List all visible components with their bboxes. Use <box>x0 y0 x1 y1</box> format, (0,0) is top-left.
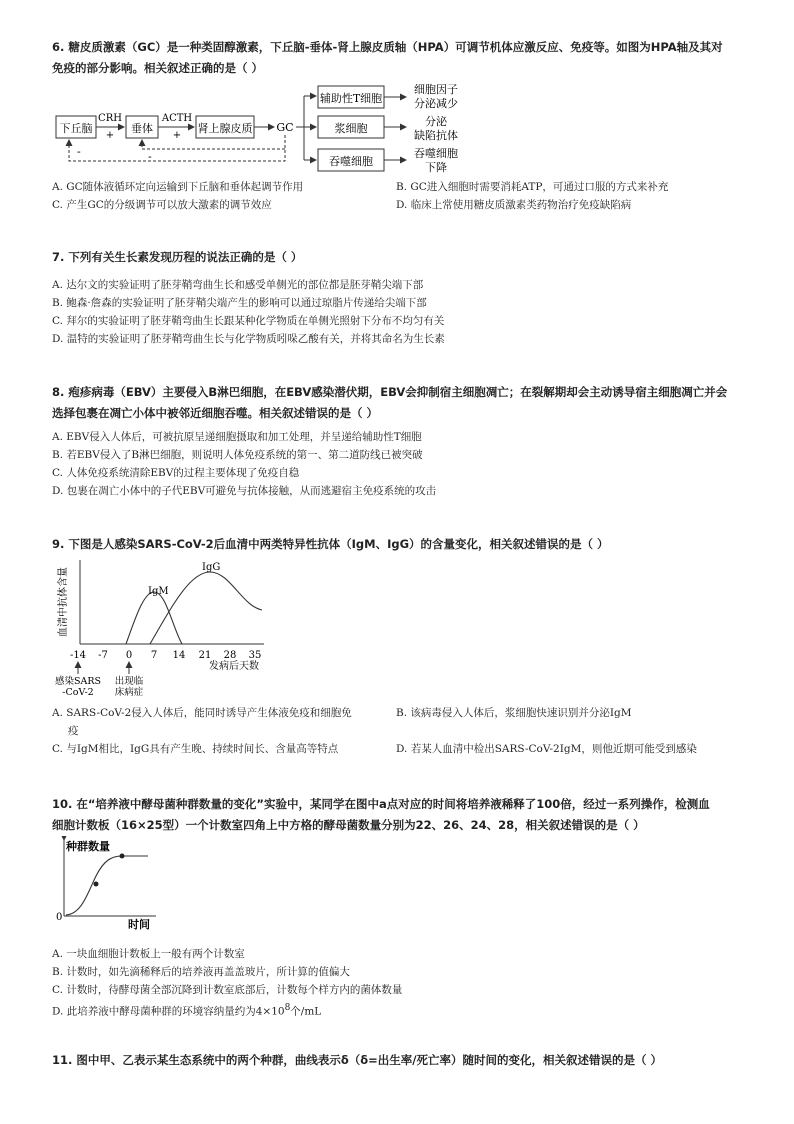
q7-stem: 7. 下列有关生长素发现历程的说法正确的是（ ） <box>52 250 303 264</box>
label-phagocyte: 吞噬细胞 <box>329 155 373 168</box>
q8-stem-line1: 8. 疱疹病毒（EBV）主要侵入B淋巴细胞，在EBV感染潜伏期，EBV会抑制宿主细胞凋亡；在裂解期却会主动诱导宿主细胞凋亡并会 <box>52 385 728 399</box>
point-a <box>94 882 99 887</box>
q10-stem-line1: 10. 在“培养液中酵母菌种群数量的变化”实验中，某同学在图中a点对应的时间将培养液稀释了100倍，经过一系列操作，检测血 <box>52 797 710 811</box>
plus-acth: + <box>172 130 182 141</box>
out3-line1: 吞噬细胞 <box>414 147 458 160</box>
xtick: -7 <box>98 650 108 661</box>
q10-option-c: C. 计数时，待酵母菌全部沉降到计数室底部后，计数每个样方内的菌体数量 <box>52 984 403 996</box>
xtick: 35 <box>248 650 262 661</box>
q10-stem <box>52 794 752 836</box>
label-igm: IgM <box>148 586 169 597</box>
hpa-axis-diagram <box>52 82 492 178</box>
out1-line1: 细胞因子 <box>414 83 458 96</box>
xtick: 14 <box>172 650 186 661</box>
q8-option-b: B. 若EBV侵入了B淋巴细胞，则说明人体免疫系统的第一、第二道防线已被突破 <box>52 449 423 461</box>
point-k <box>120 854 125 859</box>
annotation-infection-l2: -CoV-2 <box>62 687 94 698</box>
label-pituitary: 垂体 <box>131 122 153 135</box>
label-helper-t-cell: 辅助性T细胞 <box>319 92 383 105</box>
q8-option-a: A. EBV侵入人体后，可被抗原呈递细胞摄取和加工处理，并呈递给辅助性T细胞 <box>52 431 422 443</box>
q9-option-b: B. 该病毒侵入人体后，浆细胞快速识别并分泌IgM <box>396 707 632 719</box>
annotation-symptom-l2: 床病症 <box>114 687 144 698</box>
q9-option-c: C. 与IgM相比，IgG具有产生晚、持续时间长、含量高等特点 <box>52 743 339 755</box>
out2-line1: 分泌 <box>425 115 447 128</box>
out1-line2: 分泌减少 <box>414 97 458 110</box>
q9-option-a: A. SARS-CoV-2侵入人体后，能同时诱导产生体液免疫和细胞免 <box>52 707 352 719</box>
plus-crh: + <box>105 130 115 141</box>
q9-stem: 9. 下图是人感染SARS-CoV-2后血清中两类特异性抗体（IgM、IgG）的含量变化，相关叙述错误的是（ ） <box>52 537 609 551</box>
q10-option-d-text: D. 此培养液中酵母菌种群的环境容纳量约为4×10 <box>52 1005 285 1018</box>
q8-stem <box>52 382 752 424</box>
xtick: 21 <box>198 650 212 661</box>
minus-hypothalamus: - <box>77 145 81 158</box>
label-adrenal: 肾上腺皮质 <box>197 122 253 135</box>
q6-stem <box>52 37 752 79</box>
q6-stem-line1: 6. 糖皮质激素（GC）是一种类固醇激素，下丘脑-垂体-肾上腺皮质轴（HPA）可调节机体应激反应、免疫等。如图为HPA轴及其对 <box>52 40 723 54</box>
out2-line2: 缺陷抗体 <box>414 129 458 142</box>
xlabel-time: 时间 <box>128 918 150 931</box>
label-hypothalamus: 下丘脑 <box>59 122 93 135</box>
origin-label: 0 <box>56 912 63 923</box>
yeast-growth-chart <box>52 836 162 934</box>
xtick: 7 <box>150 650 158 661</box>
q10-option-b: B. 计数时，如先滴稀释后的培养液再盖盖玻片，所计算的值偏大 <box>52 966 350 978</box>
xlabel-days: 发病后天数 <box>209 661 259 672</box>
q10-option-d-unit: 个/mL <box>290 1005 322 1018</box>
label-acth: ACTH <box>161 113 193 124</box>
q11-stem: 11. 图中甲、乙表示某生态系统中的两个种群，曲线表示δ（δ=出生率/死亡率）随时间的变化，相关叙述错误的是（ ） <box>52 1053 663 1067</box>
q6-option-b: B. GC进入细胞时需要消耗ATP，可通过口服的方式来补充 <box>396 181 669 193</box>
q6-option-c: C. 产生GC的分级调节可以放大激素的调节效应 <box>52 199 272 211</box>
q9-option-a-cont: 疫 <box>68 725 79 737</box>
q6-option-d: D. 临床上常使用糖皮质激素类药物治疗免疫缺陷病 <box>396 199 632 211</box>
q7-option-a: A. 达尔文的实验证明了胚芽鞘弯曲生长和感受单侧光的部位都是胚芽鞘尖端下部 <box>52 279 424 291</box>
q8-option-c: C. 人体免疫系统清除EBV的过程主要体现了免疫自稳 <box>52 467 300 479</box>
growth-curve <box>66 856 148 915</box>
q8-stem-line2: 选择包裹在凋亡小体中被邻近细胞吞噬。相关叙述错误的是（ ） <box>52 406 379 420</box>
out3-line2: 下降 <box>425 161 447 174</box>
label-igg: IgG <box>202 562 221 573</box>
q10-option-a: A. 一块血细胞计数板上一般有两个计数室 <box>52 948 245 960</box>
ylabel-antibody: 血清中抗体含量 <box>58 567 69 637</box>
label-plasma-cell: 浆细胞 <box>334 122 368 135</box>
q7-option-c: C. 拜尔的实验证明了胚芽鞘弯曲生长跟某种化学物质在单侧光照射下分布不均匀有关 <box>52 315 445 327</box>
q8-option-d: D. 包裹在凋亡小体中的子代EBV可避免与抗体接触，从而逃避宿主免疫系统的攻击 <box>52 485 437 497</box>
q10-option-d <box>52 999 321 1021</box>
q10-option-d-exponent: 8 <box>284 1003 291 1013</box>
q6-stem-line2: 免疫的部分影响。相关叙述正确的是（ ） <box>52 61 264 75</box>
q6-option-a: A. GC随体液循环定向运输到下丘脑和垂体起调节作用 <box>52 181 304 193</box>
q9-option-d: D. 若某人血清中检出SARS-CoV-2IgM，则他近期可能受到感染 <box>396 743 697 755</box>
xtick: 0 <box>125 650 133 661</box>
q10-stem-line2: 细胞计数板（16×25型）一个计数室四角上中方格的酵母菌数量分别为22、26、24、28，相关叙述错误的是（ ） <box>52 818 645 832</box>
annotation-infection-l1: 感染SARS <box>54 676 102 687</box>
ylabel-population: 种群数量 <box>66 840 110 853</box>
antibody-chart <box>52 556 272 698</box>
q7-option-d: D. 温特的实验证明了胚芽鞘弯曲生长与化学物质吲哚乙酸有关，并将其命名为生长素 <box>52 333 445 345</box>
xtick: 28 <box>223 650 237 661</box>
xtick: -14 <box>69 650 87 661</box>
label-gc: GC <box>276 121 294 134</box>
annotation-symptom-l1: 出现临 <box>114 676 144 687</box>
minus-pituitary: - <box>148 150 152 163</box>
q7-option-b: B. 鲍森·詹森的实验证明了胚芽鞘尖端产生的影响可以通过琼脂片传递给尖端下部 <box>52 297 427 309</box>
label-crh: CRH <box>98 113 122 124</box>
